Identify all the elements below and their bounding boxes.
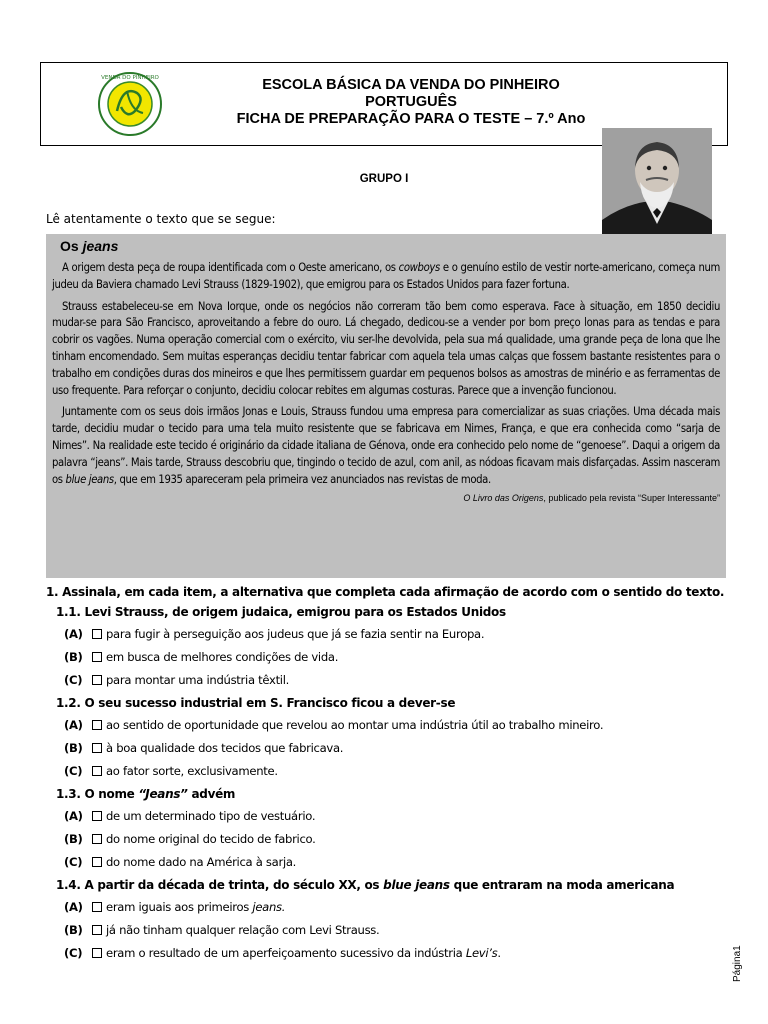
option-1-2-b[interactable]: (B) à boa qualidade dos tecidos que fabricava. xyxy=(64,741,344,755)
checkbox-1-1-c[interactable] xyxy=(92,675,102,685)
page-number: Página1 xyxy=(732,945,743,982)
header-text xyxy=(181,77,641,128)
group-heading: GRUPO I xyxy=(359,173,409,185)
option-1-1-b[interactable]: (B) em busca de melhores condições de vida. xyxy=(64,650,339,664)
checkbox-1-3-c[interactable] xyxy=(92,857,102,867)
question-1-2: 1.2. O seu sucesso industrial em S. Francisco ficou a dever-se xyxy=(56,696,456,710)
questions-section xyxy=(46,583,726,967)
question-1-3: 1.3. O nome “Jeans” advém xyxy=(56,787,236,801)
option-1-3-a[interactable]: (A) de um determinado tipo de vestuário. xyxy=(64,809,316,823)
option-1-2-c[interactable]: (C) ao fator sorte, exclusivamente. xyxy=(64,764,278,778)
checkbox-1-3-b[interactable] xyxy=(92,834,102,844)
school-name: ESCOLA BÁSICA DA VENDA DO PINHEIRO xyxy=(262,77,560,93)
option-1-4-b[interactable]: (B) já não tinham qualquer relação com Levi Strauss. xyxy=(64,923,380,937)
text-paragraph-1: A origem desta peça de roupa identificada com o Oeste americano, os cowboys e o genuíno estilo de vestir norte-americano, começa num judeu da Baviera chamado Levi Strauss (1829-1902), que emigrou para os Estados Unidos para fazer fortuna. xyxy=(52,261,720,291)
option-1-1-a[interactable]: (A) para fugir à perseguição aos judeus que já se fazia sentir na Europa. xyxy=(64,627,485,641)
checkbox-1-4-b[interactable] xyxy=(92,925,102,935)
levi-strauss-portrait xyxy=(602,128,712,246)
option-1-1-c[interactable]: (C) para montar uma indústria têxtil. xyxy=(64,673,290,687)
text-paragraph-3: Juntamente com os seus dois irmãos Jonas e Louis, Strauss fundou uma empresa para comercializar as suas criações. Uma década mais tarde, decidiu mudar o tecido para uma tela muito resistente que se fabricava em Nimes, França, e que era conhecida como “sarja de Nimes”. Na realidade este tecido é originário da cidade italiana de Génova, onde era conhecido pelo nome de “genoese”. Daqui a origem da palavra “jeans”. Mais tarde, Strauss descobriu que, tingindo o tecido de azul, com anil, as nódoas ficavam mais disfarçadas. Assim nasceram os blue jeans, que em 1935 apareceram pela primeira vez anunciados nas revistas de moda. xyxy=(52,405,720,486)
school-logo xyxy=(97,71,163,137)
subject-name: PORTUGUÊS xyxy=(365,94,457,110)
checkbox-1-1-b[interactable] xyxy=(92,652,102,662)
text-title: Os jeans xyxy=(60,238,119,254)
checkbox-1-4-a[interactable] xyxy=(92,902,102,912)
checkbox-1-2-a[interactable] xyxy=(92,720,102,730)
option-1-2-a[interactable]: (A) ao sentido de oportunidade que revelou ao montar uma indústria útil ao trabalho mineiro. xyxy=(64,718,604,732)
option-1-4-a[interactable]: (A) eram iguais aos primeiros jeans. xyxy=(64,900,286,914)
option-1-4-c[interactable]: (C) eram o resultado de um aperfeiçoamento sucessivo da indústria Levi’s. xyxy=(64,946,501,960)
checkbox-1-1-a[interactable] xyxy=(92,629,102,639)
question-1: 1. Assinala, em cada item, a alternativa que completa cada afirmação de acordo com o sentido do texto. xyxy=(46,585,725,599)
text-paragraph-2: Strauss estabeleceu-se em Nova Iorque, onde os negócios não correram tão bem como esperava. Face à situação, em 1850 decidiu mudar-se para São Francisco, aproveitando a febre do ouro. Lá chegado, dedicou-se a vender por bom preço lonas para as tendas e para cobrir os vagões. Numa operação comercial com o exército, viu ser-lhe devolvida, pela sua má qualidade, uma grande peça de lona que lhe tinham encomendado. Sem muitas esperanças decidiu tentar fabricar com aquela tela umas calças que fossem bastante resistentes para o trabalho em condições duras dos mineiros e que lhes permitissem guardar em pequenos bolsos as amostras de minério e as ferramentas de uso frequente. Para reforçar o conjunto, decidiu colocar rebites em algumas costuras. Parece que a invenção funcionou. xyxy=(52,299,720,397)
text-source: O Livro das Origens, publicado pela revista “Super Interessante” xyxy=(463,493,720,504)
svg-text:VENDA DO PINHEIRO: VENDA DO PINHEIRO xyxy=(101,75,159,81)
option-1-3-b[interactable]: (B) do nome original do tecido de fabrico. xyxy=(64,832,316,846)
option-1-3-c[interactable]: (C) do nome dado na América à sarja. xyxy=(64,855,297,869)
checkbox-1-4-c[interactable] xyxy=(92,948,102,958)
reading-instruction: Lê atentamente o texto que se segue: xyxy=(46,212,276,226)
checkbox-1-2-c[interactable] xyxy=(92,766,102,776)
worksheet-title: FICHA DE PREPARAÇÃO PARA O TESTE – 7.º Ano xyxy=(236,111,586,127)
checkbox-1-3-a[interactable] xyxy=(92,811,102,821)
question-1-1: 1.1. Levi Strauss, de origem judaica, emigrou para os Estados Unidos xyxy=(56,605,506,619)
reading-text-box xyxy=(46,234,726,578)
checkbox-1-2-b[interactable] xyxy=(92,743,102,753)
question-1-4: 1.4. A partir da década de trinta, do século XX, os blue jeans que entraram na moda americana xyxy=(56,878,675,892)
